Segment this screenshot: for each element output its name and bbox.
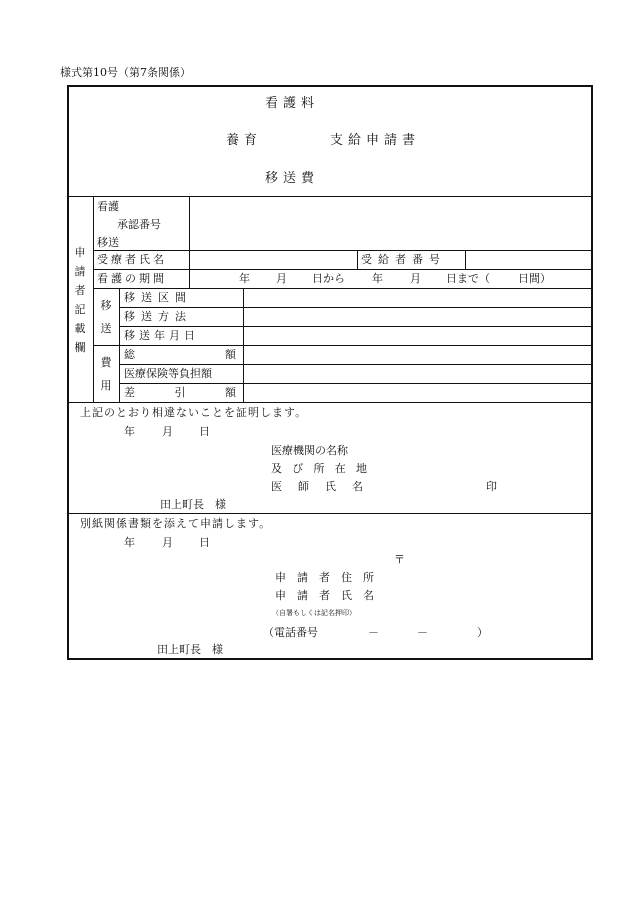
doctor-char: 名 xyxy=(352,480,363,493)
balance-char: 額 xyxy=(225,386,236,399)
side-char: 欄 xyxy=(74,341,86,354)
form-id: 様式第10号（第7条関係） xyxy=(60,66,191,79)
cert-date-year: 年 xyxy=(124,425,135,438)
transfer-char: 移 xyxy=(100,299,112,312)
applicant-address-label xyxy=(275,571,374,584)
addr-char: び xyxy=(292,462,304,475)
phone-label: （電話番号 xyxy=(263,626,318,639)
app-addr-char: 住 xyxy=(341,571,352,584)
balance-char: 差 xyxy=(124,386,135,399)
app-date-month: 月 xyxy=(162,536,173,549)
app-name-char: 請 xyxy=(297,589,308,602)
cert-date-month: 月 xyxy=(162,425,173,438)
approval-number-field[interactable] xyxy=(190,197,592,250)
care-period-until: 日まで（ xyxy=(446,272,490,285)
doctor-char: 氏 xyxy=(325,480,336,493)
cost-total-char: 額 xyxy=(225,348,236,361)
transfer-char: 送 xyxy=(100,322,112,335)
rule xyxy=(67,402,593,403)
app-date-day: 日 xyxy=(199,536,210,549)
recipient-number-field[interactable] xyxy=(466,251,592,269)
addr-char: 所 xyxy=(313,462,325,475)
balance-field[interactable] xyxy=(244,384,592,402)
approval-kango: 看護 xyxy=(97,200,119,213)
patient-name-field[interactable] xyxy=(190,251,356,269)
rule xyxy=(93,196,94,402)
approval-isou: 移送 xyxy=(97,236,119,249)
rule xyxy=(357,250,358,269)
side-char: 記 xyxy=(74,303,86,316)
cost-group-label xyxy=(98,356,114,392)
balance-label xyxy=(124,386,236,399)
insurance-burden-label: 医療保険等負担額 xyxy=(124,367,212,380)
postal-mark: 〒 xyxy=(394,553,405,566)
title-yoiku: 養育 xyxy=(226,133,263,148)
care-period-year: 年 xyxy=(239,272,250,285)
cost-char: 用 xyxy=(100,379,112,392)
application-addressee: 田上町長 様 xyxy=(157,643,223,656)
app-name-char: 名 xyxy=(363,589,374,602)
title-isouhi: 移送費 xyxy=(265,171,320,186)
institution-address-label xyxy=(271,462,367,475)
care-period-from: 日から xyxy=(312,272,345,285)
care-period-year2: 年 xyxy=(372,272,383,285)
app-date-year: 年 xyxy=(124,536,135,549)
doctor-char: 師 xyxy=(298,480,309,493)
balance-char: 引 xyxy=(174,386,186,399)
doctor-name-label xyxy=(271,480,363,493)
addr-char: 在 xyxy=(334,462,346,475)
certification-statement: 上記のとおり相違ないことを証明します。 xyxy=(80,406,308,419)
transfer-date-field[interactable] xyxy=(244,327,592,345)
cert-date-day: 日 xyxy=(199,425,210,438)
transfer-group-label xyxy=(98,299,114,335)
phone-dash-2: － xyxy=(417,626,428,639)
side-char: 者 xyxy=(74,284,86,297)
addr-char: 地 xyxy=(356,462,367,475)
application-statement: 別紙関係書類を添えて申請します。 xyxy=(80,517,272,530)
seal-mark: 印 xyxy=(486,480,497,493)
patient-name-label: 受療者氏名 xyxy=(97,253,167,266)
cert-addressee: 田上町長 様 xyxy=(160,498,226,511)
title-kango: 看護料 xyxy=(265,96,320,111)
transfer-method-field[interactable] xyxy=(244,308,592,326)
rule xyxy=(119,288,120,402)
phone-close: ） xyxy=(477,626,488,639)
care-period-label: 看護の期間 xyxy=(97,272,167,285)
app-name-char: 者 xyxy=(319,589,330,602)
care-period-days: 日間） xyxy=(518,272,551,285)
insurance-burden-field[interactable] xyxy=(244,365,592,383)
doctor-char: 医 xyxy=(271,480,282,493)
app-addr-char: 所 xyxy=(363,571,374,584)
cost-char: 費 xyxy=(100,356,112,369)
cost-total-label xyxy=(124,348,236,361)
applicant-section-label xyxy=(72,246,88,354)
applicant-name-label xyxy=(275,589,374,602)
app-name-char: 氏 xyxy=(341,589,352,602)
rule xyxy=(93,269,593,270)
care-period-month2: 月 xyxy=(410,272,421,285)
transfer-date-label: 移送年月日 xyxy=(124,329,199,342)
signature-note: （自署もしくは記名押印） xyxy=(272,609,356,617)
app-name-char: 申 xyxy=(275,589,286,602)
title-shikyu-shinseisho: 支給申請書 xyxy=(330,133,421,148)
care-period-month: 月 xyxy=(276,272,287,285)
side-char: 請 xyxy=(74,265,86,278)
transfer-method-label: 移送方法 xyxy=(124,310,192,323)
institution-name-label: 医療機関の名称 xyxy=(271,444,348,457)
app-addr-char: 請 xyxy=(297,571,308,584)
approval-number-label: 承認番号 xyxy=(117,218,161,231)
phone-dash-1: － xyxy=(368,626,379,639)
transfer-section-label: 移送区間 xyxy=(124,291,192,304)
side-char: 申 xyxy=(74,246,86,259)
rule xyxy=(67,513,593,514)
transfer-section-field[interactable] xyxy=(244,289,592,307)
addr-char: 及 xyxy=(271,462,282,475)
app-addr-char: 申 xyxy=(275,571,286,584)
cost-total-field[interactable] xyxy=(244,346,592,364)
cost-total-char: 総 xyxy=(124,348,135,361)
app-addr-char: 者 xyxy=(319,571,330,584)
side-char: 載 xyxy=(74,322,86,335)
recipient-number-label: 受給者番号 xyxy=(361,253,446,266)
